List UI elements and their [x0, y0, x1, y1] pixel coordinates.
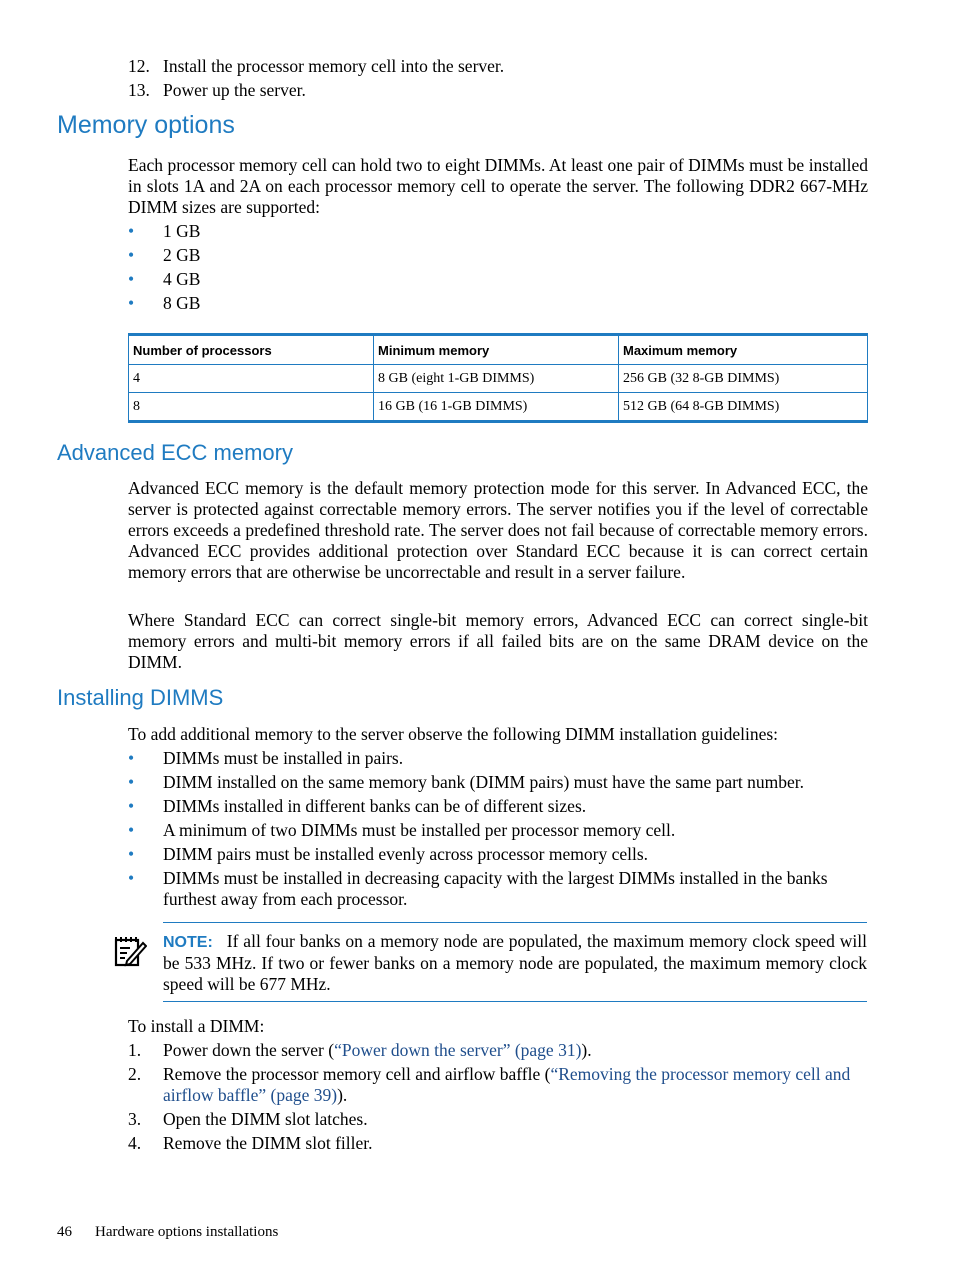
list-item: [128, 1133, 868, 1154]
step-text: [163, 1064, 868, 1106]
guideline-text: A minimum of two DIMMs must be installed per processor memory cell.: [163, 820, 676, 840]
table-header-cell: Minimum memory: [374, 335, 619, 365]
list-item: [128, 245, 868, 266]
dimm-size: 1 GB: [163, 221, 201, 241]
step-number: 4.: [128, 1133, 142, 1153]
table-row: [129, 365, 868, 393]
table-cell: 512 GB (64 8-GB DIMMS): [619, 393, 868, 422]
list-item: [128, 269, 868, 290]
note-text: If all four banks on a memory node are populated, the maximum memory clock speed will be 533 MHz. If two or fewer banks on a memory node are populated, the maximum memory clock speed will be 677 MHz.: [163, 931, 867, 994]
list-item: [128, 820, 868, 841]
installing-intro: To add additional memory to the server observe the following DIMM installation guidelines:: [128, 724, 779, 744]
dimm-size: 4 GB: [163, 269, 201, 289]
advanced-ecc-paragraph-2: Where Standard ECC can correct single-bit memory errors, Advanced ECC can correct single-bit memory errors and multi-bit memory errors if all failed bits are on the same DRAM device on the DIMM.: [128, 610, 868, 672]
table-header-cell: Maximum memory: [619, 335, 868, 365]
list-item: [128, 844, 868, 865]
bullet-icon: •: [128, 820, 135, 840]
list-item: [128, 1064, 868, 1106]
bullet-icon: •: [128, 772, 135, 792]
table-row: [129, 393, 868, 422]
list-item: [128, 293, 868, 314]
advanced-ecc-heading: Advanced ECC memory: [57, 440, 293, 465]
memory-table: [128, 333, 868, 423]
power-down-link[interactable]: “Power down the server” (page 31): [334, 1040, 582, 1060]
bullet-icon: •: [128, 748, 135, 768]
guideline-text: DIMM installed on the same memory bank (DIMM pairs) must have the same part number.: [163, 772, 805, 792]
bullet-icon: •: [128, 796, 135, 816]
table-cell: 8 GB (eight 1-GB DIMMS): [374, 365, 619, 393]
list-item: [128, 1040, 868, 1061]
step-text: Open the DIMM slot latches.: [163, 1109, 368, 1129]
table-cell: 8: [129, 393, 374, 422]
dimm-size: 2 GB: [163, 245, 201, 265]
step-text: Remove the DIMM slot filler.: [163, 1133, 373, 1153]
memory-options-heading: Memory options: [57, 111, 235, 139]
footer-section-title: Hardware options installations: [95, 1224, 279, 1240]
step-number: 13.: [128, 80, 150, 100]
step-text-before: Power down the server (: [163, 1040, 335, 1060]
bullet-icon: •: [128, 245, 135, 265]
list-item: [128, 1109, 868, 1130]
bullet-icon: •: [128, 844, 135, 864]
table-header-cell: Number of processors: [129, 335, 374, 365]
note-label: NOTE:: [163, 934, 213, 951]
step-number: 3.: [128, 1109, 142, 1129]
note-content: [163, 931, 867, 995]
bullet-icon: •: [128, 293, 135, 313]
advanced-ecc-paragraph-1: Advanced ECC memory is the default memory protection mode for this server. In Advanced ECC, the server is protected against correctable memory errors. The server notifies you if the level of correctable errors exceeds a predefined threshold rate. The server does not fail because of correctable memory errors. Advanced ECC provides additional protection over Standard ECC because it is can correct certain memory errors that are otherwise be uncorrectable and result in a server failure.: [128, 478, 868, 582]
step-number: 1.: [128, 1040, 142, 1060]
list-item: [128, 868, 868, 910]
guideline-text: DIMMs must be installed in pairs.: [163, 748, 404, 768]
table-cell: 256 GB (32 8-GB DIMMS): [619, 365, 868, 393]
guideline-text: DIMM pairs must be installed evenly across processor memory cells.: [163, 844, 649, 864]
page-number: 46: [57, 1224, 72, 1240]
list-item: [128, 772, 868, 793]
step-number: 12.: [128, 56, 150, 76]
list-item: [128, 796, 868, 817]
guideline-text: DIMMs installed in different banks can be of different sizes.: [163, 796, 587, 816]
step-text-before: Remove the processor memory cell and airflow baffle (: [163, 1064, 551, 1084]
table-cell: 4: [129, 365, 374, 393]
table-cell: 16 GB (16 1-GB DIMMS): [374, 393, 619, 422]
table-header-row: [129, 335, 868, 365]
dimm-size: 8 GB: [163, 293, 201, 313]
page-footer: [57, 1222, 278, 1243]
step-text-after: ).: [337, 1085, 348, 1105]
bullet-icon: •: [128, 868, 135, 888]
memory-options-intro: Each processor memory cell can hold two to eight DIMMs. At least one pair of DIMMs must be installed in slots 1A and 2A on each processor memory cell to operate the server. The following DDR2 667-MHz DIMM sizes are supported:: [128, 155, 868, 217]
list-item: [128, 748, 868, 769]
list-item: [128, 80, 868, 101]
step-text: Install the processor memory cell into the server.: [163, 56, 505, 76]
step-number: 2.: [128, 1064, 142, 1084]
procedure-intro: To install a DIMM:: [128, 1016, 265, 1036]
guideline-text: DIMMs must be installed in decreasing capacity with the largest DIMMs installed in the banks furthest away from each processor.: [163, 868, 828, 909]
note-pencil-icon: [113, 934, 147, 968]
bullet-icon: •: [128, 221, 135, 241]
note-box: [163, 922, 867, 1002]
bullet-icon: •: [128, 269, 135, 289]
step-text-after: ).: [581, 1040, 592, 1060]
step-text: Power up the server.: [163, 80, 306, 100]
list-item: [128, 221, 868, 242]
removing-memory-cell-link[interactable]: “Removing the processor memory cell and airflow baffle” (page 39): [163, 1064, 851, 1105]
list-item: [128, 56, 868, 77]
installing-dimms-heading: Installing DIMMS: [57, 685, 224, 710]
step-text: [163, 1040, 868, 1061]
